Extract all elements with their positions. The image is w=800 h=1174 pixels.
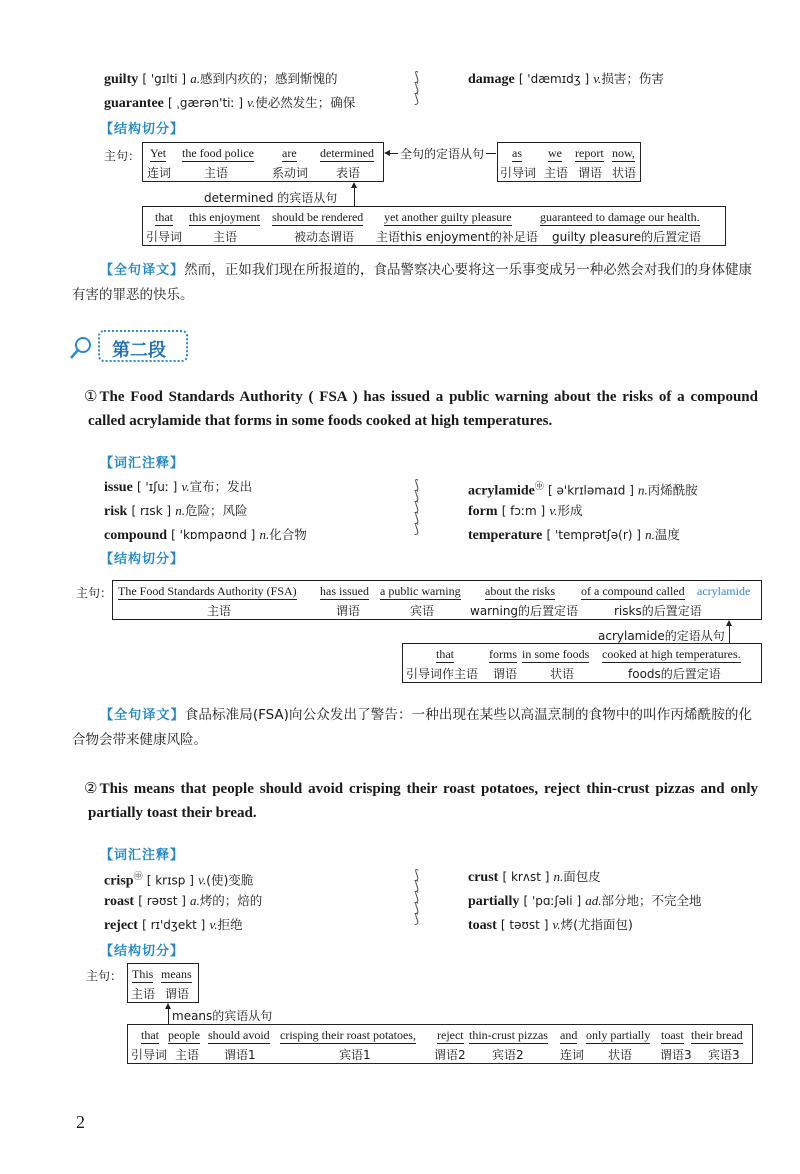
segment-role: 宾语: [410, 604, 435, 618]
segment: people: [168, 1028, 200, 1042]
segment-role: 引导词: [131, 1048, 168, 1062]
relation-note: determined 的宾语从句: [204, 191, 338, 205]
connector-line: [354, 188, 355, 206]
segment-role: 谓语: [578, 166, 603, 180]
segment-role: 连词: [147, 166, 172, 180]
segment-role: 主语: [207, 604, 232, 618]
segment: the food police: [182, 146, 254, 160]
vocab-entry: form [ fɔːm ] v.形成: [468, 503, 583, 519]
sentence: ②This means that people should avoid crisping their roast potatoes, reject thin-crust pizzas and only partially toast their bread.: [84, 779, 758, 821]
segment-role: guilty pleasure的后置定语: [552, 230, 702, 244]
section-header: [98, 330, 188, 362]
segment: toast: [661, 1028, 684, 1042]
main-clause-label: 主句：: [76, 586, 113, 600]
segment-role: 主语this enjoyment的补足语: [376, 230, 538, 244]
page-number: 2: [76, 1112, 85, 1132]
main-clause-label: 主句：: [104, 149, 141, 163]
main-clause-label: 主句：: [86, 969, 123, 983]
vocab-label: 【词汇注释】: [100, 848, 185, 863]
segment: yet another guilty pleasure: [384, 210, 512, 224]
vocab-entry: crisp㊥ [ krɪsp ] v.(使)变脆: [104, 872, 254, 889]
segment-role: 系动词: [272, 166, 309, 180]
segment: The Food Standards Authority (FSA): [118, 584, 297, 598]
segment: has issued: [320, 584, 369, 598]
segment: cooked at high temperatures.: [602, 647, 741, 661]
segment-role: 引导词: [146, 230, 183, 244]
segment: and: [560, 1028, 578, 1042]
highlighted-segment: acrylamide: [697, 584, 751, 598]
structure-label: 【结构切分】: [100, 122, 185, 137]
segment-role: 宾语2: [492, 1048, 524, 1062]
vocab-entry: partially [ 'pɑːʃəli ] ad.部分地；不完全地: [468, 893, 702, 909]
divider-squiggle: ⟆ ⟆ ⟆ ⟆ ⟆: [414, 868, 420, 927]
segment: This: [132, 967, 154, 981]
segment: their bread: [691, 1028, 743, 1042]
vocab-entry: reject [ rɪ'dʒekt ] v.拒绝: [104, 917, 243, 933]
core-word-badge: ㊥: [133, 872, 143, 882]
segment: that: [155, 210, 173, 224]
segment: Yet: [150, 146, 167, 160]
segment: guaranteed to damage our health.: [540, 210, 700, 224]
vocab-entry: guilty [ 'gɪlti ] a.感到内疚的；感到惭愧的: [104, 71, 338, 87]
segment-role: 表语: [336, 166, 361, 180]
segment: determined: [320, 146, 374, 160]
segment-role: 引导词作主语: [406, 667, 479, 681]
segment-role: 主语: [204, 166, 229, 180]
segment: should be rendered: [272, 210, 364, 224]
segment: in some foods: [522, 647, 590, 661]
structure-label: 【结构切分】: [100, 552, 185, 567]
segment-role: 状语: [612, 166, 637, 180]
vocab-label: 【词汇注释】: [100, 456, 185, 471]
segment: forms: [489, 647, 517, 661]
segment-role: 被动态谓语: [294, 230, 355, 244]
segment-role: 主语: [175, 1048, 200, 1062]
segment-role: 状语: [608, 1048, 633, 1062]
segment: only partially: [586, 1028, 651, 1042]
translation-paragraph: 【全句译文】食品标准局(FSA)向公众发出了警告：一种出现在某些以高温烹制的食物中的叫作丙烯酰胺的化合物会带来健康风险。: [72, 707, 752, 748]
segment-role: foods的后置定语: [628, 667, 721, 681]
segment-role: 宾语3: [708, 1048, 740, 1062]
segment-role: 状语: [550, 667, 575, 681]
segment: as: [512, 146, 522, 160]
magnifier-icon: [68, 335, 94, 365]
segment: thin-crust pizzas: [469, 1028, 548, 1042]
segment: that: [141, 1028, 159, 1042]
segment-role: 谓语2: [434, 1048, 466, 1062]
divider-squiggle: ⟆ ⟆ ⟆: [414, 70, 420, 107]
segment: are: [282, 146, 297, 160]
segment: we: [548, 146, 562, 160]
vocab-entry: issue [ 'ɪʃuː ] v.宣布；发出: [104, 479, 253, 495]
segment-role: 谓语: [336, 604, 361, 618]
segment-role: warning的后置定语: [470, 604, 579, 618]
segment: should avoid: [208, 1028, 270, 1042]
core-word-badge: ㊥: [534, 482, 544, 492]
segment: this enjoyment: [189, 210, 260, 224]
segment-role: 引导词: [500, 166, 537, 180]
segment-role: 主语: [131, 987, 156, 1001]
relation-note: acrylamide的定语从句: [598, 629, 725, 643]
vocab-entry: toast [ təʊst ] v.烤(尤指面包): [468, 917, 633, 933]
vocab-entry: crust [ krʌst ] n.面包皮: [468, 869, 601, 885]
section-title: 第二段: [112, 340, 166, 361]
segment-role: 谓语1: [224, 1048, 256, 1062]
segment-role: 谓语3: [660, 1048, 692, 1062]
connector-line: [168, 1009, 169, 1024]
segment: now,: [612, 146, 635, 160]
relation-note: means的宾语从句: [172, 1009, 273, 1023]
vocab-entry: compound [ 'kɒmpaʊnd ] n.化合物: [104, 527, 307, 543]
segment-role: 主语: [544, 166, 569, 180]
segment-role: 谓语: [165, 987, 190, 1001]
vocab-entry: guarantee [ ˌgærən'tiː ] v.使必然发生；确保: [104, 95, 356, 111]
segment: means: [161, 967, 192, 981]
sentence: ①The Food Standards Authority ( FSA ) has issued a public warning about the risks of a compound called acrylamide that forms in some foods cooked at high temperatures.: [84, 387, 758, 429]
segment: crisping their roast potatoes,: [280, 1028, 416, 1042]
segment: report: [575, 146, 604, 160]
translation-paragraph: 【全句译文】然而，正如我们现在所报道的，食品警察决心要将这一乐事变成另一种必然会对我们的身体健康有害的罪恶的快乐。: [72, 262, 752, 303]
segment-role: 宾语1: [339, 1048, 371, 1062]
segment: about the risks: [485, 584, 555, 598]
segment: of a compound called: [581, 584, 685, 598]
connector-line: [729, 626, 730, 644]
relation-note: 全句的定语从句: [400, 147, 485, 161]
vocab-entry: temperature [ 'temprətʃə(r) ] n.温度: [468, 527, 680, 543]
segment: that: [436, 647, 454, 661]
segment-role: 主语: [213, 230, 238, 244]
vocab-entry: damage [ 'dæmɪdʒ ] v.损害；伤害: [468, 71, 664, 87]
vocab-entry: acrylamide㊥ [ ə'krɪləmaɪd ] n.丙烯酰胺: [468, 482, 698, 499]
divider-squiggle: ⟆ ⟆ ⟆ ⟆ ⟆: [414, 478, 420, 537]
structure-label: 【结构切分】: [100, 944, 185, 959]
segment-role: risks的后置定语: [614, 604, 702, 618]
vocab-entry: risk [ rɪsk ] n.危险；风险: [104, 503, 248, 519]
segment-role: 连词: [560, 1048, 585, 1062]
vocab-entry: roast [ rəʊst ] a.烤的；焙的: [104, 893, 263, 909]
segment: a public warning: [380, 584, 461, 598]
segment-role: 谓语: [493, 667, 518, 681]
segment: reject: [437, 1028, 464, 1042]
